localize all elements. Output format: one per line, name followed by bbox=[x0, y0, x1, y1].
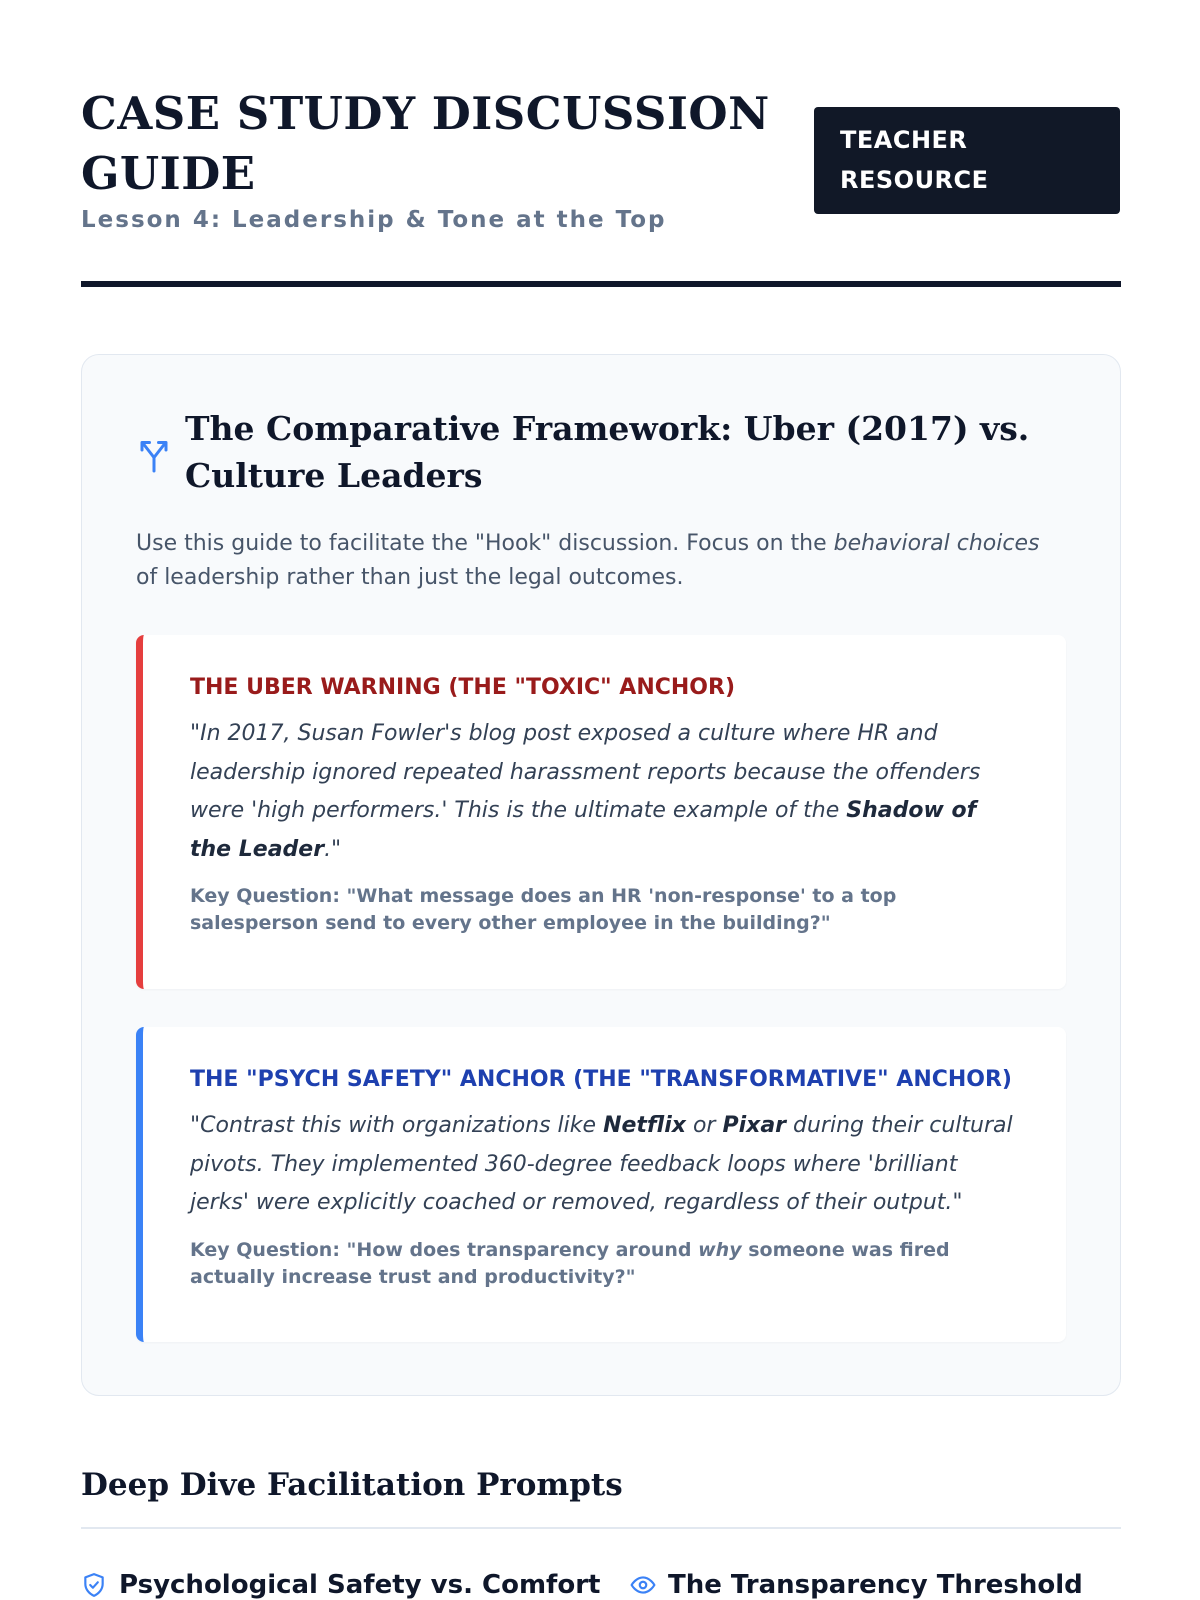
key-question: Key Question: "What message does an HR 'non-response' to a top salesperson send to every other employee in the building?" bbox=[190, 885, 897, 934]
prompt-label: The Transparency Threshold bbox=[668, 1570, 1083, 1600]
prompt-psych-safety bbox=[81, 1568, 600, 1600]
intro-emphasis: behavioral choices bbox=[833, 531, 1040, 556]
quote-emphasis-netflix: Netflix bbox=[603, 1113, 686, 1138]
quote-emphasis: Shadow of the Leader bbox=[190, 798, 977, 862]
eye-icon bbox=[630, 1572, 656, 1598]
deep-dive-divider bbox=[81, 1527, 1121, 1529]
prompt-label: Psychological Safety vs. Comfort bbox=[119, 1570, 601, 1600]
header-divider bbox=[81, 281, 1121, 287]
page-title: CASE STUDY DISCUSSION GUIDE bbox=[81, 87, 770, 200]
quote-text-end: during their cultural pivots. They implemented 360-degree feedback loops where 'brilliant jerks' were explicitly coached or removed, regardless of their output." bbox=[190, 1113, 1013, 1215]
uber-warning-anchor bbox=[136, 635, 1066, 989]
anchor-quote bbox=[190, 1107, 1014, 1223]
split-arrow-icon bbox=[136, 438, 172, 474]
quote-emphasis-pixar: Pixar bbox=[722, 1113, 787, 1138]
question-emphasis: why bbox=[698, 1238, 742, 1261]
question-text-end: someone was fired actually increase trust and productivity?" bbox=[190, 1238, 950, 1288]
lesson-subtitle: Lesson 4: Leadership & Tone at the Top bbox=[81, 207, 667, 233]
quote-text-end: ." bbox=[324, 836, 342, 862]
prompt-transparency bbox=[630, 1568, 1083, 1600]
quote-text-mid: or bbox=[685, 1113, 723, 1138]
teacher-resource-badge: TEACHER RESOURCE bbox=[814, 107, 1120, 214]
intro-text-start: Use this guide to facilitate the "Hook" discussion. Focus on the bbox=[136, 531, 834, 556]
framework-title: The Comparative Framework: Uber (2017) vs. Culture Leaders bbox=[185, 409, 1030, 495]
comparative-framework-card bbox=[81, 354, 1121, 1396]
anchor-quote bbox=[190, 715, 1014, 869]
framework-intro bbox=[136, 527, 1056, 595]
quote-text: "Contrast this with organizations like bbox=[190, 1113, 604, 1138]
shield-check-icon bbox=[81, 1572, 107, 1598]
anchor-title: THE UBER WARNING (THE "TOXIC" ANCHOR) bbox=[190, 675, 735, 700]
intro-text-end: of leadership rather than just the legal outcomes. bbox=[136, 565, 684, 590]
psych-safety-anchor bbox=[136, 1027, 1066, 1342]
anchor-title: THE "PSYCH SAFETY" ANCHOR (THE "TRANSFORMATIVE" ANCHOR) bbox=[190, 1067, 1012, 1092]
question-text: Key Question: "How does transparency around bbox=[190, 1238, 699, 1261]
key-question bbox=[190, 1237, 1014, 1291]
deep-dive-title: Deep Dive Facilitation Prompts bbox=[81, 1467, 623, 1503]
quote-text: "In 2017, Susan Fowler's blog post exposed a culture where HR and leadership ignored repeated harassment reports because the offenders were 'high performers.' This is the ultimate example of the bbox=[190, 721, 981, 823]
